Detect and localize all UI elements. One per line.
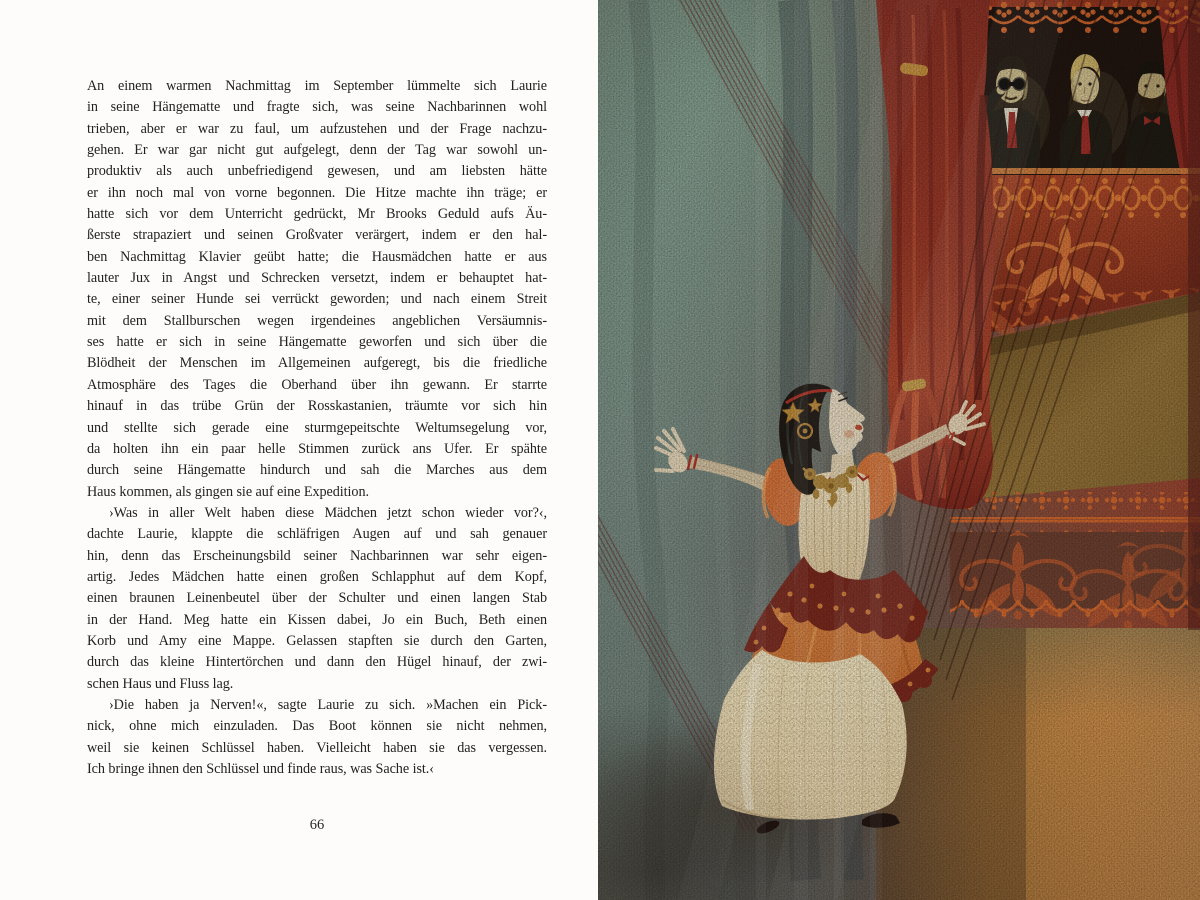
text-line: er ihn noch mal von vorne begonnen. Die Hitze machte ihn träge; er xyxy=(87,184,547,201)
page-number: 66 xyxy=(309,817,325,833)
text-line: hatte sich vor dem Unterricht gedrückt, Mr Brooks Geduld aufs Äu- xyxy=(87,206,547,223)
text-line: Blödheit der Menschen im Allgemeinen aufgeregt, bis die friedliche xyxy=(87,355,547,372)
text-line: artig. Jedes Mädchen hatte einen großen Schlapphut auf dem Kopf, xyxy=(87,568,547,585)
text-line: ›Die haben ja Nerven!«, sagte Laurie zu sich. »Machen ein Pick- xyxy=(109,696,547,713)
text-line: weil sie keinen Schlüssel haben. Vielleicht haben sie das vergessen. xyxy=(87,739,547,756)
text-line: gehen. Er war gar nicht gut aufgelegt, denn der Tag war sowohl un- xyxy=(87,142,547,159)
text-line: ßerste strapaziert und seinen Großvater verärgert, indem er den hal- xyxy=(87,227,547,244)
text-line: Atmosphäre des Tages die Oberhand über ihn gewann. Er starrte xyxy=(87,376,547,393)
text-line: und stellte sich gerade eine sturmgepeitschte Weltumsegelung vor, xyxy=(87,419,547,436)
text-line: te, einer seiner Hunde sei verrückt geworden; und nach einem Streit xyxy=(87,291,547,308)
text-line: durch das kleine Hintertörchen und dann den Hügel hinauf, der zwi- xyxy=(87,654,547,671)
text-line: in der Hand. Meg hatte ein Kissen dabei, Jo ein Buch, Beth einen xyxy=(87,611,547,628)
text-line: schen Haus und Fluss lag. xyxy=(87,675,234,692)
text-line: ›Was in aller Welt haben diese Mädchen jetzt schon wieder vor?‹, xyxy=(109,504,547,521)
stage-illustration xyxy=(598,0,1200,900)
text-line: da holten ihn ein paar helle Stimmen zurück ans Ufer. Er spähte xyxy=(87,440,547,457)
text-line: trieben, aber er war zu faul, um aufzustehen und der Frage nachzu- xyxy=(87,120,547,137)
text-line: hinauf in das trübe Grün der Rosskastanien, träumte vor sich hin xyxy=(87,398,547,415)
text-line: mit dem Stallburschen wegen irgendeines angeblichen Versäumnis- xyxy=(87,312,547,329)
text-line: Haus kommen, als gingen sie auf eine Expedition. xyxy=(87,483,369,500)
text-line: dachte Laurie, klappte die schläfrigen Augen auf und sah genauer xyxy=(87,526,547,543)
text-line: lauter Jux in Angst und Schrecken versetzt, indem er behauptet hat- xyxy=(87,270,547,287)
right-page-illustration xyxy=(598,0,1200,900)
text-line: in seine Hängematte und fragte sich, was seine Nachbarinnen wohl xyxy=(87,99,547,116)
text-line: ses hatte er sich in seine Hängematte geworfen und sich über die xyxy=(87,334,547,351)
text-line: An einem warmen Nachmittag im September lümmelte sich Laurie xyxy=(87,78,547,94)
text-line: Ich bringe ihnen den Schlüssel und finde raus, was Sache ist.‹ xyxy=(87,761,434,777)
text-line: einen braunen Leinenbeutel über der Schulter und einen langen Stab xyxy=(87,590,547,607)
vignette xyxy=(598,0,1200,900)
text-line: hin, denn das Erscheinungsbild seiner Nachbarinnen war sehr eigen- xyxy=(87,547,547,564)
text-line: ben Nachmittag Klavier geübt hatte; die Hausmädchen hatte er aus xyxy=(87,248,547,265)
text-line: Korb und Amy eine Mappe. Gelassen stapften sie durch den Garten, xyxy=(87,632,547,649)
left-page xyxy=(0,0,598,900)
body-text xyxy=(87,76,547,780)
text-line: produktiv als auch unbefriedigend gewesen, und am liebsten hätte xyxy=(87,163,547,180)
text-line: nick, ohne mich einzuladen. Das Boot können sie nicht nehmen, xyxy=(87,718,547,735)
text-line: durch seine Hängematte hindurch und sah die Marches aus dem xyxy=(87,462,547,479)
